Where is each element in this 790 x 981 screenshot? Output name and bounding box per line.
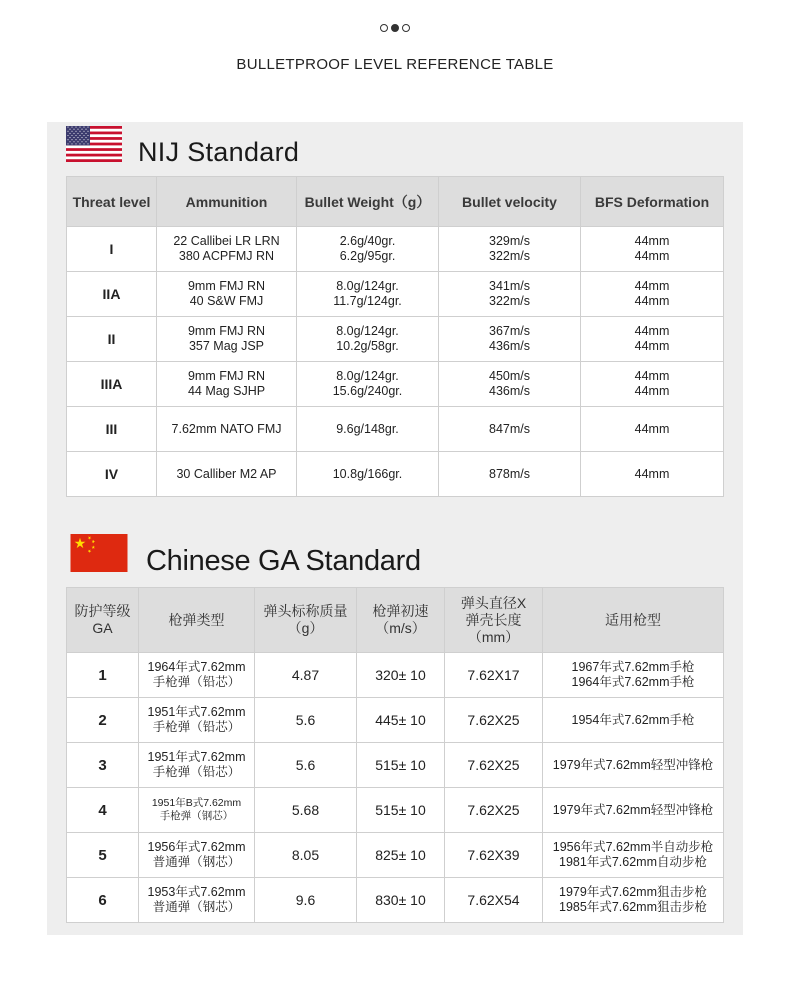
threat-level-cell: IV (67, 452, 157, 497)
bullet-velocity-cell (439, 452, 581, 497)
nij-header-bullet-weight: Bullet Weight（g） (297, 177, 439, 227)
table-row (67, 878, 724, 923)
applicable-guns-cell-line: 1979年式7.62mm狙击步枪 (559, 885, 707, 899)
ga-standard-table (66, 587, 724, 923)
dimensions-cell: 7.62X17 (445, 653, 543, 698)
applicable-guns-cell-line: 1985年式7.62mm狙击步枪 (559, 900, 707, 914)
us-flag-icon (66, 126, 122, 162)
bullet-velocity-cell-line: 436m/s (489, 384, 530, 398)
bullet-mass-cell: 9.6 (255, 878, 357, 923)
bullet-velocity-cell-line: 847m/s (489, 421, 530, 436)
ammunition-cell-line: 7.62mm NATO FMJ (171, 421, 282, 436)
threat-level-cell: III (67, 407, 157, 452)
ammunition-cell (157, 407, 297, 452)
bullet-weight-cell (297, 317, 439, 362)
ga-header-muzzle-velocity (357, 588, 445, 653)
ammo-type-cell-line: 手枪弹（铅芯） (152, 675, 241, 689)
muzzle-velocity-cell: 830± 10 (357, 878, 445, 923)
bullet-velocity-cell-line: 322m/s (489, 249, 530, 263)
pagination-dots (0, 19, 790, 37)
bfs-deformation-cell-line: 44mm (634, 249, 670, 263)
dimensions-cell: 7.62X54 (445, 878, 543, 923)
applicable-guns-cell (543, 743, 724, 788)
bullet-velocity-cell (439, 227, 581, 272)
bfs-deformation-cell-line: 44mm (634, 339, 670, 353)
ammunition-cell-line: 44 Mag SJHP (187, 384, 266, 398)
table-row (67, 698, 724, 743)
protection-level-cell: 5 (67, 833, 139, 878)
applicable-guns-cell (543, 788, 724, 833)
threat-level-cell: I (67, 227, 157, 272)
ga-header-row (67, 588, 724, 653)
bullet-velocity-cell-line: 450m/s (489, 369, 530, 383)
table-row (67, 833, 724, 878)
ga-header-protection-level-line: 防护等级 (74, 603, 131, 619)
table-row (67, 317, 724, 362)
ga-header-dimensions (445, 588, 543, 653)
ammo-type-cell-line: 手枪弹（钢芯） (159, 810, 234, 822)
bullet-mass-cell: 4.87 (255, 653, 357, 698)
applicable-guns-cell (543, 833, 724, 878)
bfs-deformation-cell-line: 44mm (634, 324, 670, 338)
table-row (67, 227, 724, 272)
applicable-guns-cell (543, 653, 724, 698)
ammo-type-cell-line: 普通弹（钢芯） (152, 855, 241, 869)
ammunition-cell (157, 452, 297, 497)
muzzle-velocity-cell: 515± 10 (357, 788, 445, 833)
nij-header-bfs-deformation: BFS Deformation (581, 177, 724, 227)
bullet-velocity-cell (439, 362, 581, 407)
ammo-type-cell (139, 653, 255, 698)
table-row (67, 407, 724, 452)
threat-level-cell: II (67, 317, 157, 362)
bullet-weight-cell-line: 9.6g/148gr. (336, 421, 399, 436)
table-row (67, 362, 724, 407)
applicable-guns-cell-line: 1979年式7.62mm轻型冲锋枪 (552, 757, 714, 772)
bullet-weight-cell-line: 8.0g/124gr. (336, 369, 399, 383)
bullet-velocity-cell (439, 317, 581, 362)
bfs-deformation-cell (581, 407, 724, 452)
nij-header-bullet-velocity: Bullet velocity (439, 177, 581, 227)
bfs-deformation-cell-line: 44mm (634, 466, 670, 481)
nij-standard-table (66, 176, 724, 497)
ammo-type-cell-line: 手枪弹（铅芯） (152, 765, 241, 779)
applicable-guns-cell-line: 1954年式7.62mm手枪 (571, 712, 695, 727)
bullet-weight-cell (297, 272, 439, 317)
ammunition-cell-line: 9mm FMJ RN (187, 324, 266, 338)
applicable-guns-cell (543, 698, 724, 743)
bullet-weight-cell-line: 10.2g/58gr. (336, 339, 399, 353)
ga-header-muzzle-velocity-line: 枪弹初速 (372, 603, 429, 619)
bullet-weight-cell-line: 2.6g/40gr. (339, 234, 396, 248)
ammunition-cell-line: 357 Mag JSP (188, 339, 265, 353)
bullet-weight-cell-line: 8.0g/124gr. (336, 324, 399, 338)
protection-level-cell: 3 (67, 743, 139, 788)
applicable-guns-cell-line: 1964年式7.62mm手枪 (571, 675, 695, 689)
muzzle-velocity-cell: 515± 10 (357, 743, 445, 788)
bfs-deformation-cell-line: 44mm (634, 369, 670, 383)
bullet-velocity-cell (439, 407, 581, 452)
bullet-velocity-cell-line: 341m/s (489, 279, 530, 293)
ga-header-dimensions-line: 弹头直径X (460, 594, 527, 611)
ammo-type-cell-line: 1956年式7.62mm (147, 840, 246, 854)
bullet-mass-cell: 8.05 (255, 833, 357, 878)
ga-header-bullet-mass (255, 588, 357, 653)
bfs-deformation-cell-line: 44mm (634, 421, 670, 436)
bullet-mass-cell: 5.68 (255, 788, 357, 833)
ammunition-cell-line: 380 ACPFMJ RN (178, 249, 275, 263)
ammunition-cell-line: 30 Calliber M2 AP (176, 466, 277, 481)
dimensions-cell: 7.62X25 (445, 743, 543, 788)
protection-level-cell: 6 (67, 878, 139, 923)
ammo-type-cell-line: 1951年B式7.62mm (151, 797, 242, 809)
bfs-deformation-cell-line: 44mm (634, 384, 670, 398)
dimensions-cell: 7.62X25 (445, 698, 543, 743)
bullet-velocity-cell-line: 329m/s (489, 234, 530, 248)
ammunition-cell (157, 227, 297, 272)
muzzle-velocity-cell: 825± 10 (357, 833, 445, 878)
page-title: BULLETPROOF LEVEL REFERENCE TABLE (236, 56, 554, 73)
protection-level-cell: 2 (67, 698, 139, 743)
ammo-type-cell-line: 手枪弹（铅芯） (152, 720, 241, 734)
bullet-velocity-cell-line: 878m/s (489, 466, 530, 481)
muzzle-velocity-cell: 320± 10 (357, 653, 445, 698)
ga-header-applicable-guns-line: 适用枪型 (605, 611, 661, 628)
bullet-mass-cell: 5.6 (255, 698, 357, 743)
ammunition-cell (157, 362, 297, 407)
ammo-type-cell-line: 1951年式7.62mm (147, 705, 246, 719)
ammo-type-cell (139, 878, 255, 923)
ga-header-bullet-mass-line: （g） (287, 620, 324, 636)
bullet-weight-cell (297, 362, 439, 407)
ga-header-dimensions-line: 弹壳长度 (465, 611, 522, 628)
ga-header-muzzle-velocity-line: （m/s） (375, 620, 426, 636)
ammo-type-cell (139, 833, 255, 878)
bullet-weight-cell-line: 8.0g/124gr. (336, 279, 399, 293)
nij-header-threat-level: Threat level (67, 177, 157, 227)
pagination-dot-2[interactable] (391, 24, 399, 32)
ga-header-ammo-type-line: 枪弹类型 (168, 611, 225, 628)
threat-level-cell: IIIA (67, 362, 157, 407)
ammo-type-cell-line: 1951年式7.62mm (147, 750, 246, 764)
table-row (67, 788, 724, 833)
bullet-weight-cell-line: 10.8g/166gr. (332, 466, 403, 481)
ga-header-applicable-guns (543, 588, 724, 653)
dimensions-cell: 7.62X25 (445, 788, 543, 833)
bullet-weight-cell-line: 15.6g/240gr. (332, 384, 403, 398)
nij-header-ammunition: Ammunition (157, 177, 297, 227)
bfs-deformation-cell (581, 272, 724, 317)
table-row (67, 452, 724, 497)
applicable-guns-cell-line: 1967年式7.62mm手枪 (571, 660, 695, 674)
ga-header-dimensions-line: （mm） (467, 628, 520, 645)
table-row (67, 272, 724, 317)
bfs-deformation-cell (581, 362, 724, 407)
ammunition-cell (157, 272, 297, 317)
pagination-dot-1[interactable] (380, 24, 388, 32)
ga-header-ammo-type (139, 588, 255, 653)
pagination-dot-3[interactable] (402, 24, 410, 32)
bullet-velocity-cell-line: 322m/s (489, 294, 530, 308)
ga-standard-heading: Chinese GA Standard (146, 545, 421, 577)
ammunition-cell-line: 40 S&W FMJ (189, 294, 264, 308)
ammo-type-cell (139, 698, 255, 743)
protection-level-cell: 4 (67, 788, 139, 833)
muzzle-velocity-cell: 445± 10 (357, 698, 445, 743)
ga-header-bullet-mass-line: 弹头标称质量 (263, 603, 348, 619)
bullet-weight-cell (297, 227, 439, 272)
nij-header-row (67, 177, 724, 227)
bfs-deformation-cell (581, 227, 724, 272)
ammo-type-cell-line: 1953年式7.62mm (147, 885, 246, 899)
ammo-type-cell-line: 普通弹（钢芯） (152, 900, 241, 914)
bfs-deformation-cell (581, 452, 724, 497)
ammo-type-cell-line: 1964年式7.62mm (147, 660, 246, 674)
applicable-guns-cell (543, 878, 724, 923)
ammunition-cell-line: 9mm FMJ RN (187, 279, 266, 293)
bfs-deformation-cell-line: 44mm (634, 234, 670, 248)
bfs-deformation-cell (581, 317, 724, 362)
bullet-weight-cell (297, 452, 439, 497)
ammo-type-cell (139, 743, 255, 788)
table-row (67, 743, 724, 788)
threat-level-cell: IIA (67, 272, 157, 317)
bfs-deformation-cell-line: 44mm (634, 279, 670, 293)
ammunition-cell (157, 317, 297, 362)
applicable-guns-cell-line: 1981年式7.62mm自动步枪 (559, 855, 707, 869)
protection-level-cell: 1 (67, 653, 139, 698)
ammunition-cell-line: 22 Callibei LR LRN (173, 234, 280, 248)
ga-header-protection-level-line: GA (92, 620, 113, 636)
ga-header-protection-level (67, 588, 139, 653)
applicable-guns-cell-line: 1979年式7.62mm轻型冲锋枪 (552, 802, 714, 817)
ammunition-cell-line: 9mm FMJ RN (187, 369, 266, 383)
bfs-deformation-cell-line: 44mm (634, 294, 670, 308)
bullet-mass-cell: 5.6 (255, 743, 357, 788)
dimensions-cell: 7.62X39 (445, 833, 543, 878)
nij-standard-heading: NIJ Standard (138, 137, 300, 167)
bullet-velocity-cell (439, 272, 581, 317)
applicable-guns-cell-line: 1956年式7.62mm半自动步枪 (552, 840, 714, 854)
bullet-weight-cell (297, 407, 439, 452)
bullet-velocity-cell-line: 367m/s (489, 324, 530, 338)
bullet-velocity-cell-line: 436m/s (489, 339, 530, 353)
bullet-weight-cell-line: 11.7g/124gr. (333, 294, 402, 308)
china-flag-icon (68, 534, 130, 572)
table-row (67, 653, 724, 698)
ammo-type-cell (139, 788, 255, 833)
bullet-weight-cell-line: 6.2g/95gr. (339, 249, 396, 263)
